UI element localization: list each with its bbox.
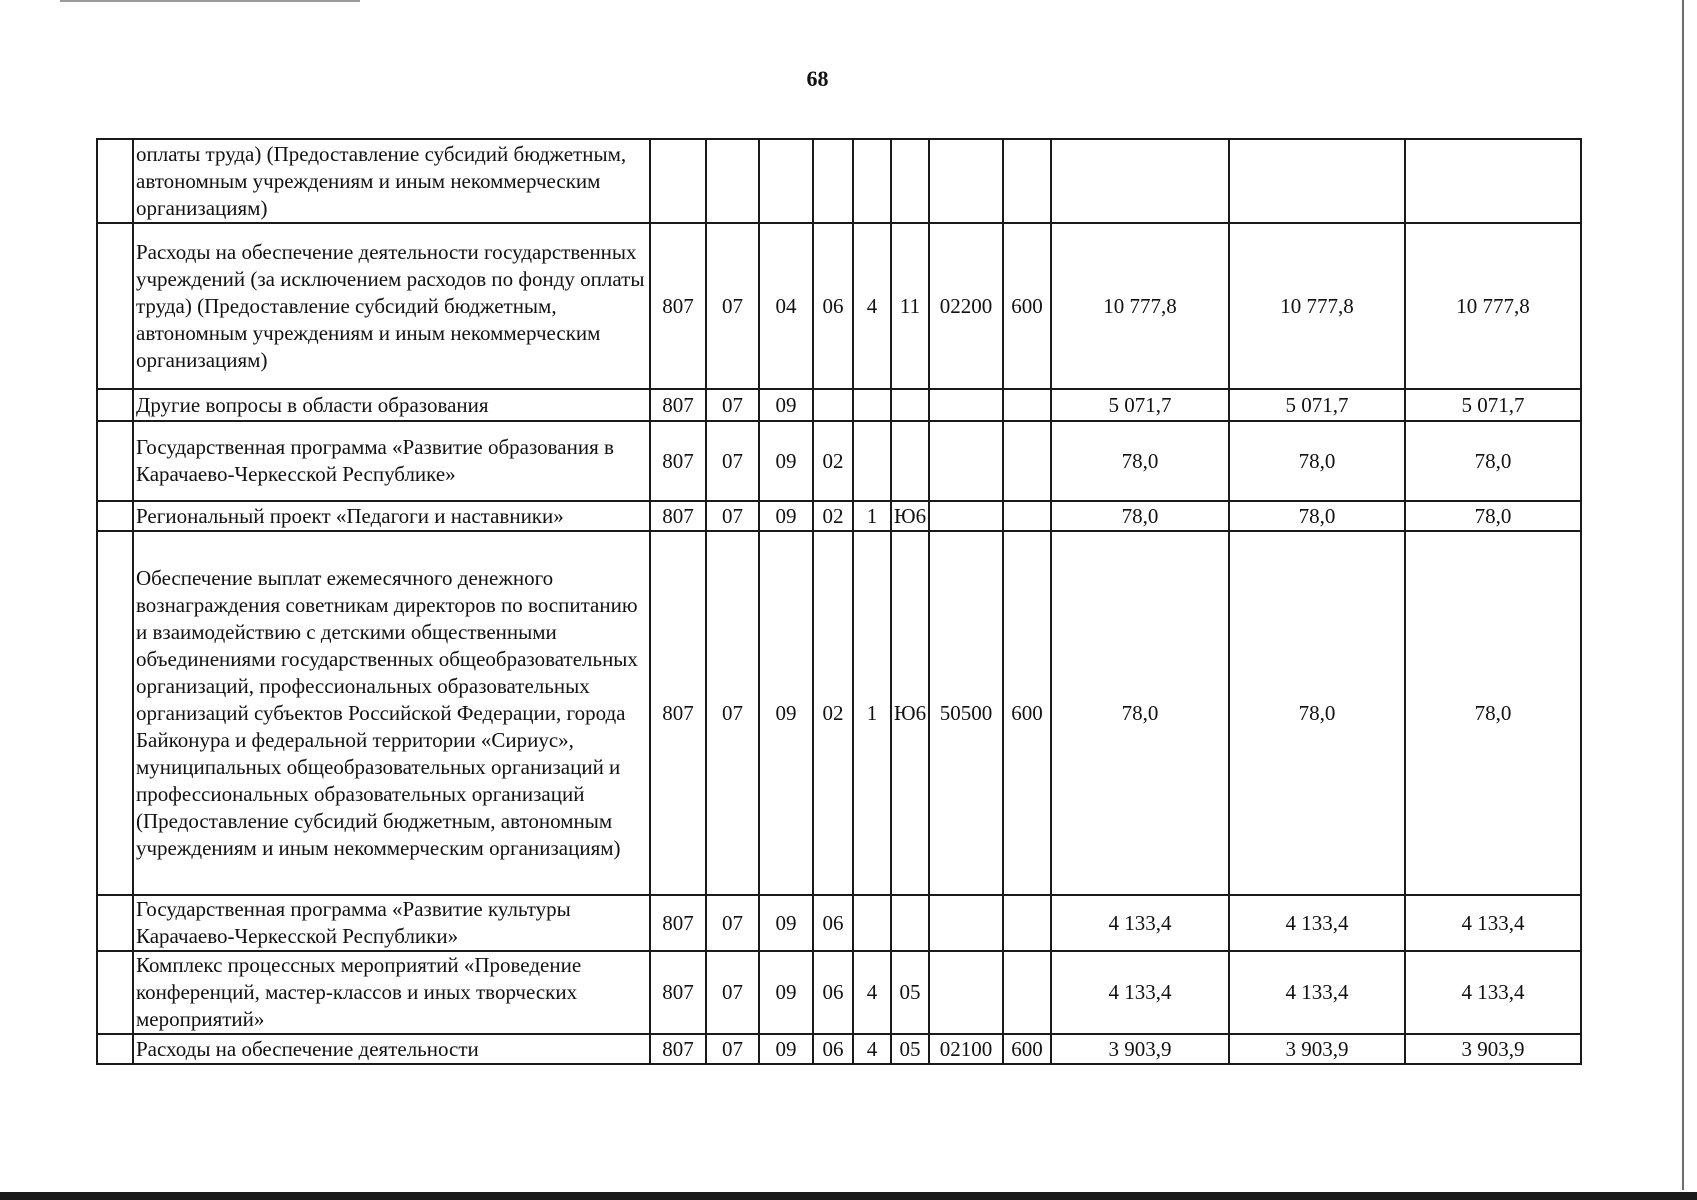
row-description: оплаты труда) (Предоставление субсидий бюджетным, автономным учреждениям и иным некоммерческим организациям) [133, 139, 650, 223]
budget-table [96, 138, 1582, 1065]
code-cell: 07 [706, 389, 759, 421]
table-row [97, 421, 1581, 501]
code-cell: 04 [759, 223, 813, 389]
table-row [97, 895, 1581, 951]
code-cell: 1 [853, 501, 891, 531]
row-description: Расходы на обеспечение деятельности [133, 1034, 650, 1064]
row-index-cell [97, 501, 133, 531]
code-cell: 50500 [929, 531, 1003, 895]
code-cell: 600 [1003, 223, 1051, 389]
amount-cell: 10 777,8 [1405, 223, 1581, 389]
code-cell: 09 [759, 951, 813, 1034]
amount-cell: 78,0 [1405, 531, 1581, 895]
code-cell: 09 [759, 389, 813, 421]
code-cell: 07 [706, 951, 759, 1034]
code-cell: 07 [706, 421, 759, 501]
code-cell: 06 [813, 895, 853, 951]
row-description: Другие вопросы в области образования [133, 389, 650, 421]
table-row [97, 1034, 1581, 1064]
code-cell [1003, 421, 1051, 501]
code-cell: 07 [706, 895, 759, 951]
row-description: Региональный проект «Педагоги и наставники» [133, 501, 650, 531]
code-cell [813, 389, 853, 421]
table-row [97, 531, 1581, 895]
code-cell [853, 895, 891, 951]
table-body [97, 139, 1581, 1064]
amount-cell: 5 071,7 [1051, 389, 1229, 421]
code-cell: 807 [650, 501, 706, 531]
code-cell: 807 [650, 1034, 706, 1064]
code-cell: 4 [853, 951, 891, 1034]
table-row [97, 223, 1581, 389]
amount-cell: 78,0 [1229, 421, 1405, 501]
amount-cell: 4 133,4 [1405, 951, 1581, 1034]
row-index-cell [97, 139, 133, 223]
code-cell: 09 [759, 501, 813, 531]
amount-cell: 78,0 [1051, 501, 1229, 531]
table-row [97, 951, 1581, 1034]
scan-edge-right [1682, 0, 1684, 1190]
code-cell [853, 421, 891, 501]
code-cell [1003, 501, 1051, 531]
amount-cell: 3 903,9 [1229, 1034, 1405, 1064]
code-cell: 807 [650, 421, 706, 501]
row-index-cell [97, 1034, 133, 1064]
code-cell [1003, 951, 1051, 1034]
amount-cell: 78,0 [1405, 421, 1581, 501]
amount-cell: 4 133,4 [1229, 951, 1405, 1034]
amount-cell: 3 903,9 [1405, 1034, 1581, 1064]
amount-cell: 10 777,8 [1051, 223, 1229, 389]
code-cell [929, 139, 1003, 223]
code-cell: 807 [650, 389, 706, 421]
table-row [97, 389, 1581, 421]
code-cell: 807 [650, 223, 706, 389]
code-cell: 600 [1003, 531, 1051, 895]
code-cell: 06 [813, 1034, 853, 1064]
code-cell: 4 [853, 223, 891, 389]
amount-cell: 78,0 [1051, 531, 1229, 895]
table-row [97, 139, 1581, 223]
code-cell [759, 139, 813, 223]
code-cell: 807 [650, 895, 706, 951]
code-cell [706, 139, 759, 223]
code-cell [853, 139, 891, 223]
row-index-cell [97, 389, 133, 421]
code-cell: 05 [891, 951, 929, 1034]
amount-cell: 4 133,4 [1051, 951, 1229, 1034]
row-description: Обеспечение выплат ежемесячного денежного вознаграждения советникам директоров по воспитанию и взаимодействию с детскими общественными объединениями государственных общеобразовательных организаций, профессиональных образовательных организаций субъектов Российской Федерации, города Байконура и федеральной территории «Сириус», муниципальных общеобразовательных организаций и профессиональных образовательных организаций (Предоставление субсидий бюджетным, автономным учреждениям и иным некоммерческим организациям) [133, 531, 650, 895]
row-index-cell [97, 951, 133, 1034]
row-description: Комплекс процессных мероприятий «Проведение конференций, мастер-классов и иных творческих мероприятий» [133, 951, 650, 1034]
amount-cell [1229, 139, 1405, 223]
code-cell: 02100 [929, 1034, 1003, 1064]
amount-cell: 78,0 [1051, 421, 1229, 501]
scan-edge-top [60, 0, 360, 2]
amount-cell: 4 133,4 [1405, 895, 1581, 951]
amount-cell: 3 903,9 [1051, 1034, 1229, 1064]
code-cell [891, 895, 929, 951]
code-cell [929, 895, 1003, 951]
code-cell [929, 389, 1003, 421]
code-cell: 07 [706, 531, 759, 895]
code-cell: 02200 [929, 223, 1003, 389]
page-number: 68 [806, 66, 829, 91]
code-cell [853, 389, 891, 421]
row-index-cell [97, 895, 133, 951]
code-cell: 02 [813, 531, 853, 895]
code-cell [929, 951, 1003, 1034]
code-cell: Ю6 [891, 501, 929, 531]
code-cell: 09 [759, 421, 813, 501]
code-cell: 07 [706, 501, 759, 531]
code-cell: Ю6 [891, 531, 929, 895]
code-cell [891, 421, 929, 501]
amount-cell: 10 777,8 [1229, 223, 1405, 389]
code-cell [891, 389, 929, 421]
code-cell: 807 [650, 951, 706, 1034]
row-description: Государственная программа «Развитие культуры Карачаево-Черкесской Республики» [133, 895, 650, 951]
code-cell [1003, 139, 1051, 223]
code-cell: 09 [759, 895, 813, 951]
code-cell: 807 [650, 531, 706, 895]
code-cell: 05 [891, 1034, 929, 1064]
code-cell: 06 [813, 223, 853, 389]
scan-edge-bottom [0, 1192, 1697, 1200]
code-cell: 4 [853, 1034, 891, 1064]
code-cell [1003, 895, 1051, 951]
code-cell [891, 139, 929, 223]
code-cell [929, 501, 1003, 531]
code-cell: 09 [759, 1034, 813, 1064]
amount-cell: 78,0 [1229, 501, 1405, 531]
row-index-cell [97, 531, 133, 895]
amount-cell: 5 071,7 [1229, 389, 1405, 421]
code-cell [813, 139, 853, 223]
code-cell: 02 [813, 501, 853, 531]
amount-cell: 78,0 [1405, 501, 1581, 531]
code-cell: 11 [891, 223, 929, 389]
row-description: Государственная программа «Развитие образования в Карачаево-Черкесской Республике» [133, 421, 650, 501]
amount-cell: 78,0 [1229, 531, 1405, 895]
row-description: Расходы на обеспечение деятельности государственных учреждений (за исключением расходов по фонду оплаты труда) (Предоставление субсидий бюджетным, автономным учреждениям и иным некоммерческим организациям) [133, 223, 650, 389]
code-cell [650, 139, 706, 223]
code-cell: 07 [706, 223, 759, 389]
table-row [97, 501, 1581, 531]
code-cell: 06 [813, 951, 853, 1034]
amount-cell [1405, 139, 1581, 223]
code-cell [1003, 389, 1051, 421]
row-index-cell [97, 421, 133, 501]
code-cell: 1 [853, 531, 891, 895]
code-cell [929, 421, 1003, 501]
code-cell: 600 [1003, 1034, 1051, 1064]
amount-cell: 4 133,4 [1229, 895, 1405, 951]
amount-cell [1051, 139, 1229, 223]
amount-cell: 4 133,4 [1051, 895, 1229, 951]
code-cell: 02 [813, 421, 853, 501]
row-index-cell [97, 223, 133, 389]
code-cell: 09 [759, 531, 813, 895]
code-cell: 07 [706, 1034, 759, 1064]
amount-cell: 5 071,7 [1405, 389, 1581, 421]
